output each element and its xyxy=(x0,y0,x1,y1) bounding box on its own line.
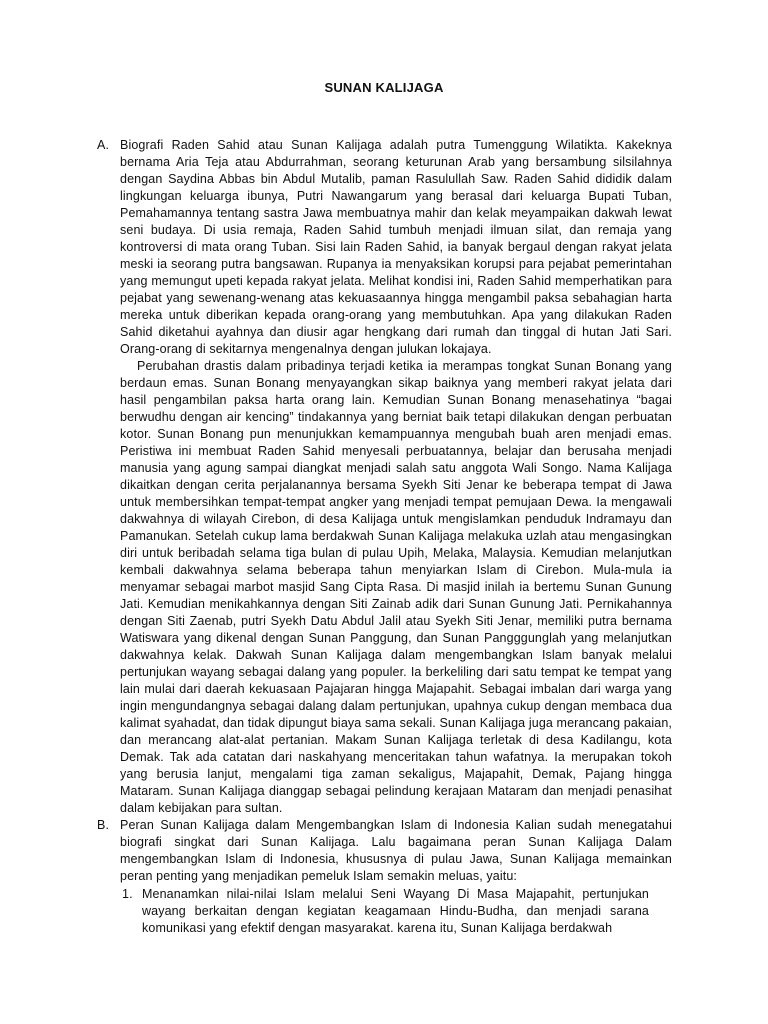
section-a-body xyxy=(120,137,672,817)
list-item-1-marker: 1. xyxy=(122,887,133,901)
section-b-list xyxy=(97,886,672,937)
list-item-1-text: Menanamkan nilai-nilai Islam melalui Seni Wayang Di Masa Majapahit, pertunjukan wayang berkaitan dengan kegiatan keagamaan Hindu-Budha, dan menjadi sarana komunikasi yang efektif dengan masyarakat. karena itu, Sunan Kalijaga berdakwah xyxy=(142,887,649,935)
section-a-paragraph-2: Perubahan drastis dalam pribadinya terjadi ketika ia merampas tongkat Sunan Bonang yang berdaun emas. Sunan Bonang menyayangkan sikap baiknya yang memberi rakyat jelata dari hasil pengambilan paksa harta orang lain. Kemudian Sunan Bonang menasehatinya “bagai berwudhu dengan air kencing” tindakannya yang berniat baik tetapi dilakukan dengan perbuatan kotor. Sunan Bonang pun menunjukkan kemampuannya mengubah buah aren menjadi emas. Peristiwa ini membuat Raden Sahid menyesali perbuatannya, belajar dan berusaha menjadi manusia yang agung sampai diangkat menjadi salah satu anggota Wali Songo. Nama Kalijaga dikaitkan dengan cerita perjalanannya bersama Syekh Siti Jenar ke beberapa tempat di Jawa untuk membersihkan tempat-tempat angker yang menjadi tempat pemujaan Dewa. Ia mengawali dakwahnya di wilayah Cirebon, di desa Kalijaga untuk mengislamkan penduduk Indramayu dan Pamanukan. Setelah cukup lama berdakwah Sunan Kalijaga melakuka uzlah atau mengasingkan diri untuk beribadah selama tiga bulan di pulau Upih, Melaka, Malaysia. Kemudian melanjutkan kembali dakwahnya selama beberapa tahun menyiarkan Islam di Cirebon. Mula-mula ia menyamar sebagai marbot masjid Sang Cipta Rasa. Di masjid inilah ia bertemu Sunan Gunung Jati. Kemudian menikahkannya dengan Siti Zainab adik dari Sunan Gunung Jati. Pernikahannya dengan Siti Zaenab, putri Syekh Datu Abdul Jalil atau Syekh Siti Jenar, memiliki putra bernama Watiswara yang dikenal dengan Sunan Panggung, dan Sunan Pangggunglah yang melanjutkan dakwahnya kelak. Dakwah Sunan Kalijaga dalam mengembangkan Islam banyak melalui pertunjukan wayang sebagai dalang yang populer. Ia berkeliling dari satu tempat ke tempat yang lain mulai dari daerah kekuasaan Pajajaran hingga Majapahit. Sebagai imbalan dari warga yang ingin mengundangnya sebagai dalang dalam pertunjukan, upahnya cukup dengan membaca dua kalimat syahadat, dan tidak dipungut biaya sama sekali. Sunan Kalijaga juga merancang pakaian, dan merancang alat-alat pertanian. Makam Sunan Kalijaga terletak di desa Kadilangu, kota Demak. Tak ada catatan dari naskahyang menceritakan tahun wafatnya. Ia merupakan tokoh yang berusia lanjut, mengalami tiga zaman sekaligus, Majapahit, Demak, Pajang hingga Mataram. Sunan Kalijaga dianggap sebagai pelindung kerajaan Mataram dan menjadi penasihat dalam kebijakan para sultan. xyxy=(120,359,672,815)
section-a-paragraph-1: Biografi Raden Sahid atau Sunan Kalijaga adalah putra Tumenggung Wilatikta. Kakeknya bernama Aria Teja atau Abdurrahman, seorang keturunan Arab yang bersambung silsilahnya dengan Saydina Abbas bin Abdul Mutalib, paman Rasulullah Saw. Raden Sahid dididik dalam lingkungan keluarga ibunya, Putri Nawangarum yang berasal dari keluarga Bupati Tuban, Pemahamannya tentang sastra Jawa membuatnya mahir dan kelak meyampaikan dakwah lewat seni budaya. Di usia remaja, Raden Sahid tumbuh menjadi ilmuan silat, dan remaja yang kontroversi di mata orang Tuban. Sisi lain Raden Sahid, ia banyak bergaul dengan rakyat jelata meski ia seorang putra bangsawan. Rupanya ia menyaksikan korupsi para pejabat pemerintahan yang memungut upeti kepada rakyat jelata. Melihat kondisi ini, Raden Sahid memperhatikan para pejabat yang sewenang-wenang atas kekuasaannya hingga mengambil paksa sebahagian harta mereka untuk diberikan kepada orang-orang yang membutuhkan. Apa yang dilakukan Raden Sahid diketahui ayahnya dan diusir agar hengkang dari rumah dan tinggal di hutan Jati Sari. Orang-orang di sekitarnya mengenalnya dengan julukan lokajaya. xyxy=(120,138,672,356)
document-body xyxy=(97,137,672,937)
section-b xyxy=(97,817,672,885)
section-a xyxy=(97,137,672,817)
section-b-marker: B. xyxy=(97,818,110,832)
section-a-marker: A. xyxy=(97,138,110,152)
section-b-paragraph: Peran Sunan Kalijaga dalam Mengembangkan Islam di Indonesia Kalian sudah menegatahui biografi singkat dari Sunan Kalijaga. Lalu bagaimana peran Sunan Kalijaga Dalam mengembangkan Islam di Indonesia, khususnya di pulau Jawa, Sunan Kalijaga memainkan peran penting yang menjadikan pemeluk Islam semakin meluas, yaitu: xyxy=(120,818,672,883)
section-b-body xyxy=(120,817,672,885)
document-title: SUNAN KALIJAGA xyxy=(324,80,444,95)
